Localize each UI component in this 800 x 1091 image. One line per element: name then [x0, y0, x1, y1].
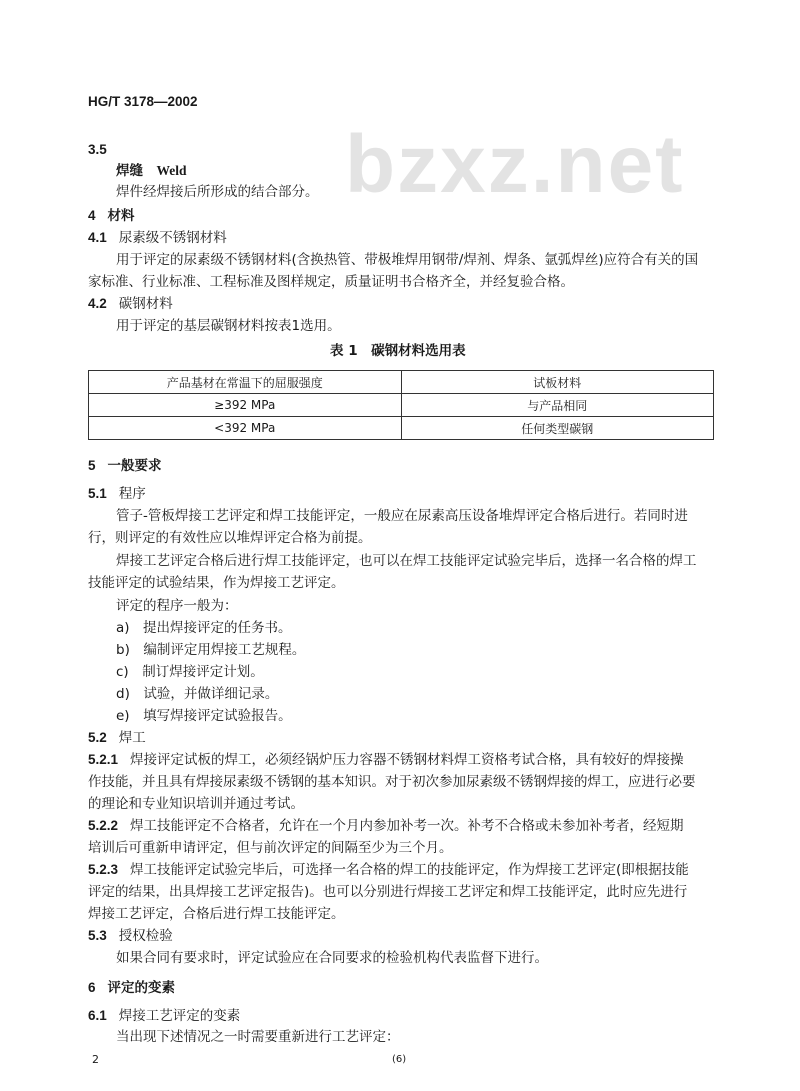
section-number: 5.2.2: [88, 818, 119, 833]
paragraph-line: 用于评定的基层碳钢材料按表1选用。: [116, 318, 341, 334]
section-number: 5.3: [88, 928, 107, 943]
section-title: 尿素级不锈钢材料: [118, 230, 227, 246]
table-title: 表 1 碳钢材料选用表: [330, 343, 466, 359]
paragraph-line: 焊工技能评定试验完毕后，可选择一名合格的焊工的技能评定，作为焊接工艺评定(即根据技能: [130, 862, 689, 878]
paragraph-line: 评定的程序一般为：: [116, 598, 238, 614]
paragraph-line: 焊接工艺评定合格后进行焊工技能评定，也可以在焊工技能评定试验完毕后，选择一名合格的焊工: [116, 553, 697, 569]
section-number: 4.1: [88, 230, 107, 245]
section-number: 3.5: [88, 142, 107, 157]
term-en: Weld: [156, 163, 187, 178]
paragraph-line: 培训后可重新申请评定，但与前次评定的间隔至少为三个月。: [88, 840, 453, 856]
paragraph-line: 评定的结果，出具焊接工艺评定报告)。也可以分别进行焊接工艺评定和焊工技能评定，此时应先进行: [88, 884, 688, 900]
table-cell: 与产品相同: [401, 394, 714, 417]
paragraph-line: 焊接工艺评定，合格后进行焊工技能评定。: [88, 906, 345, 922]
material-table: [88, 370, 714, 440]
paragraph-line: 当出现下述情况之一时需要重新进行工艺评定：: [116, 1029, 400, 1045]
table-row: [89, 417, 714, 440]
standard-number: HG/T 3178—2002: [88, 94, 198, 109]
paragraph-line: 焊工技能评定不合格者，允许在一个月内参加补考一次。补考不合格或未参加补考者，经短期: [130, 818, 684, 834]
section-title: 评定的变素: [107, 980, 176, 996]
list-item: a) 提出焊接评定的任务书。: [116, 620, 292, 636]
paragraph-line: 用于评定的尿素级不锈钢材料(含换热管、带极堆焊用钢带/焊剂、焊条、氩弧焊丝)应符合有关的国: [116, 252, 699, 268]
term-zh: 焊缝: [116, 163, 143, 179]
list-item: d) 试验，并做详细记录。: [116, 686, 279, 702]
section-number: 6.1: [88, 1008, 107, 1023]
section-title: 一般要求: [107, 458, 162, 474]
table-cell: ≥392 MPa: [89, 394, 402, 417]
watermark: bzxz.net: [345, 119, 685, 210]
section-number: 5.1: [88, 486, 107, 501]
term-definition: 焊件经焊接后所形成的结合部分。: [116, 184, 319, 200]
section-number: 6: [88, 980, 96, 995]
section-title: 程序: [118, 486, 146, 502]
paragraph-line: 行，则评定的有效性应以堆焊评定合格为前提。: [88, 530, 372, 546]
section-title: 材料: [107, 208, 135, 224]
table-header: 试板材料: [401, 371, 714, 394]
section-number: 5.2.3: [88, 862, 119, 877]
table-header: 产品基材在常温下的屈服强度: [89, 371, 402, 394]
table-header-row: [89, 371, 714, 394]
paragraph-line: 作技能，并且具有焊接尿素级不锈钢的基本知识。对于初次参加尿素级不锈钢焊接的焊工，应进行必要: [88, 774, 696, 790]
list-item: b) 编制评定用焊接工艺规程。: [116, 642, 306, 658]
table-row: [89, 394, 714, 417]
paragraph-line: 管子-管板焊接工艺评定和焊工技能评定，一般应在尿素高压设备堆焊评定合格后进行。若同时进: [116, 508, 688, 524]
page-number: 2: [92, 1053, 99, 1066]
section-title: 授权检验: [118, 928, 173, 944]
section-number: 5.2.1: [88, 752, 119, 767]
table-cell: 任何类型碳钢: [401, 417, 714, 440]
paragraph-line: 如果合同有要求时，评定试验应在合同要求的检验机构代表监督下进行。: [116, 950, 548, 966]
section-number: 4.2: [88, 296, 107, 311]
section-number: 5.2: [88, 730, 107, 745]
paragraph-line: 的理论和专业知识培训并通过考试。: [88, 796, 304, 812]
paragraph-line: 家标准、行业标准、工程标准及图样规定，质量证明书合格齐全，并经复验合格。: [88, 274, 574, 290]
section-title: 焊工: [118, 730, 146, 746]
paragraph-line: 技能评定的试验结果，作为焊接工艺评定。: [88, 575, 345, 591]
section-number: 4: [88, 208, 96, 223]
list-item: c) 制订焊接评定计划。: [116, 664, 264, 680]
sheet-number: (6): [392, 1054, 407, 1065]
list-item: e) 填写焊接评定试验报告。: [116, 708, 292, 724]
table-cell: <392 MPa: [89, 417, 402, 440]
paragraph-line: 焊接评定试板的焊工，必须经锅炉压力容器不锈钢材料焊工资格考试合格，具有较好的焊接操: [130, 752, 684, 768]
section-title: 焊接工艺评定的变素: [118, 1008, 241, 1024]
section-number: 5: [88, 458, 96, 473]
section-title: 碳钢材料: [118, 296, 173, 312]
